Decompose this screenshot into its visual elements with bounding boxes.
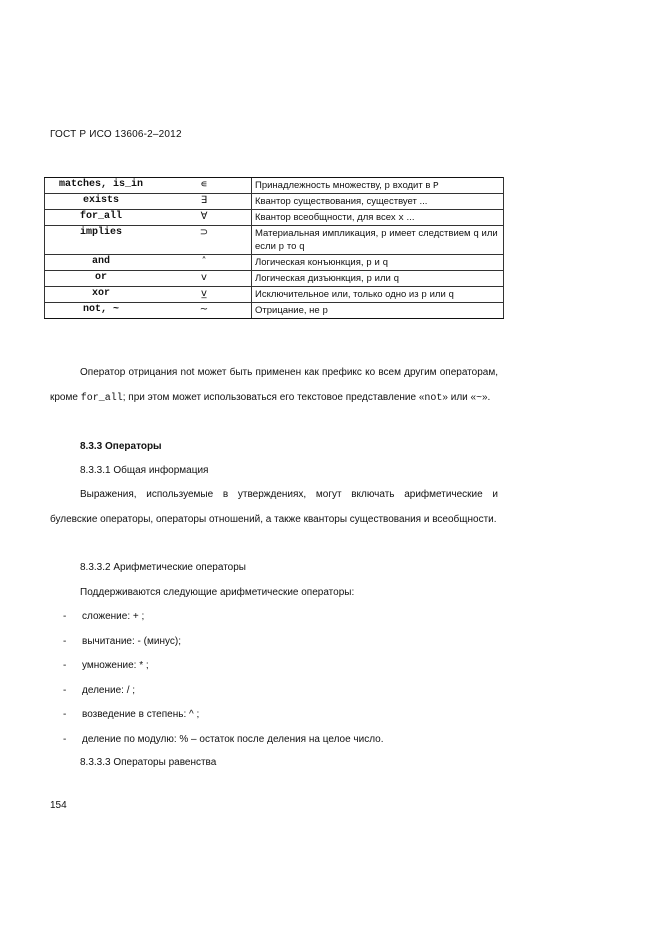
operator-symbol: v — [157, 271, 252, 287]
operator-description — [252, 194, 504, 210]
description-text: или если — [255, 228, 498, 252]
table-row — [45, 194, 504, 210]
operator-description — [252, 255, 504, 271]
table-row — [45, 255, 504, 271]
description-text: Принадлежность множеству, — [255, 180, 385, 191]
table-row — [45, 287, 504, 303]
list-item: деление по модулю: % – остаток после деления на целое число. — [82, 733, 384, 745]
section-heading-8-3-3: 8.3.3 Операторы — [80, 441, 162, 452]
operator-description — [252, 271, 504, 287]
operator-name: for_all — [45, 210, 158, 226]
operator-symbol: ∊ — [157, 178, 252, 194]
variable: p — [384, 180, 391, 191]
operator-symbol: ∃ — [157, 194, 252, 210]
operator-name: or — [45, 271, 158, 287]
variable: q — [299, 241, 305, 252]
list-bullet: - — [63, 635, 67, 647]
table-row — [45, 226, 504, 255]
operator-name: implies — [45, 226, 158, 255]
list-item: вычитание: - (минус); — [82, 635, 181, 647]
list-bullet: - — [63, 733, 67, 745]
description-text: входит в — [390, 180, 434, 191]
description-text: Логическая дизъюнкция, — [255, 273, 367, 284]
running-header: ГОСТ Р ИСО 13606-2–2012 — [50, 129, 182, 140]
variable: q — [448, 289, 455, 300]
description-text: то — [284, 241, 300, 252]
para-text: Оператор отрицания not может быть применен как префикс ко всем другим операторам, кроме — [50, 367, 498, 403]
variable: P — [433, 180, 439, 191]
list-item: сложение: + ; — [82, 611, 145, 622]
variable: p — [366, 273, 373, 284]
para-text: » или «~». — [442, 391, 491, 403]
variable: q — [393, 273, 400, 284]
variable: q — [382, 257, 389, 268]
description-text: или — [372, 273, 394, 284]
variable: x — [398, 212, 404, 223]
table-row — [45, 178, 504, 194]
list-bullet: - — [63, 611, 67, 622]
operator-description — [252, 178, 504, 194]
description-text: и — [371, 257, 383, 268]
operator-symbol: ⊃ — [157, 226, 252, 255]
operator-description — [252, 210, 504, 226]
list-bullet: - — [63, 709, 67, 720]
operator-name: not, ~ — [45, 303, 158, 319]
description-text: имеет следствием — [386, 228, 474, 239]
subsection-heading-8-3-3-1: 8.3.3.1 Общая информация — [80, 465, 209, 476]
description-text: Исключительное или, только одно из — [255, 289, 422, 300]
operator-name: and — [45, 255, 158, 271]
description-text: Логическая конъюнкция, — [255, 257, 367, 268]
operator-name: xor — [45, 287, 158, 303]
operator-symbol: ~ — [157, 303, 252, 319]
list-bullet: - — [63, 684, 67, 696]
operator-name: matches, is_in — [45, 178, 158, 194]
list-item: деление: / ; — [82, 684, 136, 696]
operator-description — [252, 226, 504, 255]
description-text: Отрицание, не — [255, 305, 323, 316]
code-not: not — [424, 392, 443, 404]
table-row — [45, 303, 504, 319]
operator-symbol: v̲ — [157, 287, 252, 303]
subsection-heading-8-3-3-2: 8.3.3.2 Арифметические операторы — [80, 562, 246, 573]
variable: p — [322, 305, 329, 316]
operators-table — [44, 177, 504, 319]
operator-name: exists — [45, 194, 158, 210]
description-text: Квантор существования, существует ... — [255, 196, 428, 207]
paragraph-expressions: Выражения, используемые в утверждениях, могут включать арифметические и булевские операторы, операторы отношений, а также кванторы существования и всеобщности. — [50, 489, 498, 525]
list-item: возведение в степень: ^ ; — [82, 709, 200, 720]
list-item: умножение: * ; — [82, 660, 149, 671]
operator-symbol: ˄ — [157, 255, 252, 271]
variable: p — [421, 289, 427, 300]
para-text: ; при этом может использоваться его текстовое представление « — [122, 391, 425, 403]
page-number: 154 — [50, 800, 67, 811]
code-for-all: for_all — [80, 392, 123, 404]
variable: p — [278, 241, 285, 252]
description-text: или — [426, 289, 449, 300]
variable: p — [380, 228, 387, 239]
list-bullet: - — [63, 660, 67, 671]
operator-description — [252, 303, 504, 319]
description-text: Квантор всеобщности, для всех — [255, 212, 399, 223]
operator-description — [252, 287, 504, 303]
list-intro: Поддерживаются следующие арифметические операторы: — [80, 587, 355, 598]
description-text: ... — [403, 212, 415, 223]
operator-symbol: ∀ — [157, 210, 252, 226]
subsection-heading-8-3-3-3: 8.3.3.3 Операторы равенства — [80, 757, 217, 768]
table-row — [45, 210, 504, 226]
description-text: Материальная импликация, — [255, 228, 381, 239]
table-row — [45, 271, 504, 287]
variable: q — [473, 228, 479, 239]
variable: p — [366, 257, 372, 268]
paragraph-negation — [50, 361, 498, 411]
